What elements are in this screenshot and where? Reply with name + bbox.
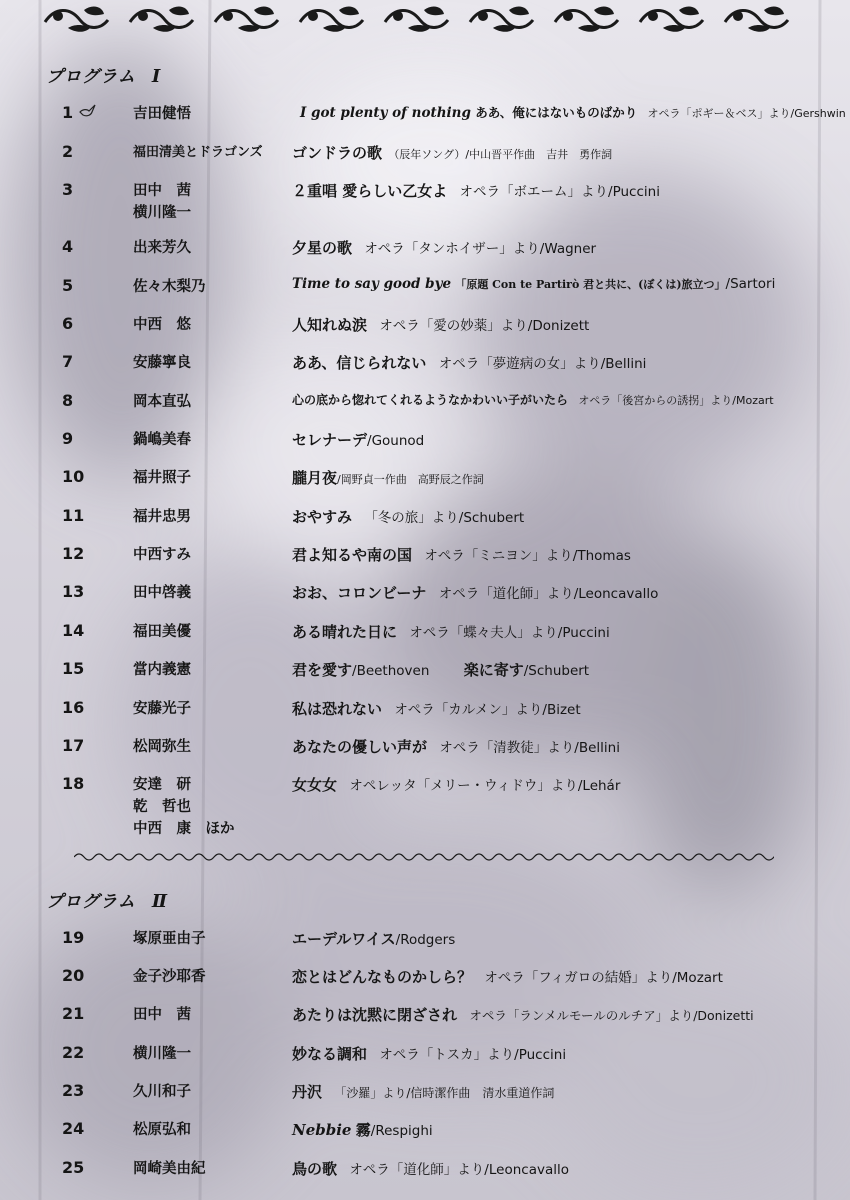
song-title: おやすみ [292,508,353,526]
song-detail: オペラ「後宮からの誘拐」より/Mozart [578,394,774,407]
song-entry [292,237,832,258]
song-entry [292,391,832,408]
song-detail: オペラ「清教徒」より/Bellini [439,740,620,756]
song-title: 君を愛す [292,661,353,679]
program-number: 21 [62,1004,85,1023]
section-heading-label: プログラム [46,67,136,87]
song-title: 君よ知るや南の国 [292,546,413,564]
program-number: 15 [62,659,85,678]
section-heading-1 [46,62,161,87]
song-title: 恋とはどんなものかしら？ [292,968,473,986]
program-number: 16 [62,698,85,717]
song-title: 鳥の歌 [292,1160,338,1178]
song-entry [292,467,832,488]
song-detail: オペラ「道化師」より/Leoncavallo [438,586,659,602]
song-title-original: Nebbie [292,1121,352,1139]
performer-name: 福井忠男 [133,508,191,525]
song-entry [292,582,832,603]
song-detail: オペラ「ミニヨン」より/Thomas [424,548,631,564]
song-detail: オペラ「ボエーム」より/Puccini [459,184,660,200]
performer-name: 松岡弥生 [133,738,191,755]
song-entry [292,429,832,450]
performer-name: 福井照子 [133,469,191,486]
section-heading-label: プログラム [46,892,136,912]
song-title: セレナーデ [292,431,368,449]
song-entry [292,544,832,565]
program-number: 20 [62,966,85,985]
song-detail: オペラ「タンホイザー」より/Wagner [364,241,597,257]
song-title: 丹沢 [292,1083,323,1101]
performer-name: 田中 茜 [133,1006,191,1023]
performer-name: 田中 茜 横川隆一 [133,182,191,221]
dove-icon [79,103,97,119]
program-number: 17 [62,736,85,755]
performer-name: 安藤光子 [133,700,191,717]
song-title: おお、コロンビーナ [292,584,427,602]
song-entry [292,1004,832,1025]
song-detail: /Respighi [370,1123,433,1139]
program-number: 4 [62,237,74,256]
song-detail: オペレッタ「メリー・ウィドウ」より/Lehár [349,778,621,794]
song-entry [292,1081,832,1102]
program-number: 14 [62,621,85,640]
song-entry [292,276,832,292]
song-entry [292,506,832,527]
performer-name: 岡本直弘 [133,393,191,410]
song-detail: /岡野貞一作曲 高野辰之作詞 [337,473,484,486]
song-entry [292,352,832,373]
program-number: 18 [62,774,85,793]
program-number: 9 [62,429,74,448]
performer-name: 久川和子 [133,1083,191,1100]
section-numeral: Ⅰ [151,66,162,87]
performer-name: 福田清美とドラゴンズ [133,145,263,160]
song-title: 「原題 Con te Partirò 君と共に、(ぼくは)旅立つ」 [455,278,726,291]
song-detail-second: /Schubert [523,663,590,679]
program-number: 10 [62,467,85,486]
program-number: 6 [62,314,74,333]
song-detail: オペラ「フィガロの結婚」より/Mozart [484,970,723,986]
performer-name: 當内義憲 [133,661,191,678]
vine-ornament [40,2,810,36]
performer-name: 金子沙耶香 [133,968,206,985]
program-number: 11 [62,506,85,525]
program-number: 19 [62,928,85,947]
performer-name: 岡崎美由紀 [133,1160,206,1177]
program-number: 12 [62,544,85,563]
program-number: 7 [62,352,74,371]
program-number: 3 [62,180,74,199]
song-title: ゴンドラの歌 [292,144,383,162]
performer-name: 福田美優 [133,623,191,640]
song-title: 朧月夜 [292,469,338,487]
program-number: 13 [62,582,85,601]
song-detail: オペラ「トスカ」より/Puccini [379,1047,567,1063]
song-title: あなたの優しい声が [292,738,428,756]
performer-name: 中西すみ [133,546,191,563]
program-number: 8 [62,391,74,410]
song-title-original: Time to say good bye [292,276,452,292]
song-title: あたりは沈黙に閉ざされ [292,1006,458,1024]
song-detail: 「冬の旅」より/Schubert [364,510,525,526]
song-entry [292,698,832,719]
song-title: ああ、俺にはないものばかり [475,105,638,120]
song-detail: /Beethoven [352,663,430,679]
song-entry [292,774,832,795]
program-number: 23 [62,1081,85,1100]
program-number: 24 [62,1119,85,1138]
song-title: ある晴れた日に [292,623,398,641]
program-number: 22 [62,1043,85,1062]
program-number: 1 [62,103,74,122]
performer-name: 松原弘和 [133,1121,191,1138]
performer-name: 安藤寧良 [133,354,191,371]
song-title: 霧 [355,1121,371,1139]
song-entry [292,314,832,335]
performer-name: 塚原亜由子 [133,930,206,947]
program-number: 2 [62,142,74,161]
song-entry [292,621,832,642]
song-detail: /Gounod [367,433,425,449]
song-title: エーデルワイス [292,930,396,948]
scroll-divider [74,850,774,864]
song-detail: 「沙羅」より/信時潔作曲 清水重道作詞 [334,1086,555,1100]
song-entry [292,180,832,201]
song-detail: /Sartori [725,276,776,292]
song-entry [292,659,832,680]
song-entry [292,736,832,757]
performer-name: 田中啓義 [133,584,191,601]
song-entry [292,1158,832,1179]
song-entry [292,966,832,987]
song-title: 女女女 [292,776,338,794]
song-detail: （辰年ソング）/中山晋平作曲 吉井 勇作詞 [388,148,613,161]
song-title-original: I got plenty of nothing [300,105,471,121]
song-title: 私は恐れない [292,700,383,718]
song-detail: オペラ「夢遊病の女」より/Bellini [438,356,647,372]
song-entry [292,142,832,163]
song-title: 夕星の歌 [292,239,353,257]
song-detail: /Rodgers [395,932,456,948]
performer-name: 佐々木梨乃 [133,278,206,295]
song-entry [292,1119,832,1140]
song-detail: オペラ「ポギー＆ベス」より/Gershwin [647,107,846,120]
song-detail: オペラ「ランメルモールのルチア」より/Donizetti [469,1008,754,1023]
song-title: 人知れぬ涙 [292,316,368,334]
song-entry [300,103,846,121]
song-title: 妙なる調和 [292,1045,368,1063]
song-title: ２重唱 愛らしい乙女よ [292,182,448,200]
section-numeral: Ⅱ [151,891,169,912]
performer-name: 安達 研 乾 哲也 中西 康 ほか [133,776,235,837]
song-title: ああ、信じられない [292,354,427,372]
song-detail: オペラ「蝶々夫人」より/Puccini [409,625,610,641]
performer-name: 中西 悠 [133,316,191,333]
song-title: 心の底から惚れてくれるようなかわいい子がいたら [292,393,569,407]
song-entry [292,1043,832,1064]
song-detail: オペラ「愛の妙薬」より/Donizett [379,318,590,334]
section-heading-2 [46,887,168,912]
song-detail: オペラ「道化師」より/Leoncavallo [349,1162,569,1178]
performer-name: 横川隆一 [133,1045,191,1062]
song-title-second: 楽に寄す [463,661,524,679]
program-number: 25 [62,1158,85,1177]
performer-name: 出来芳久 [133,239,191,256]
song-entry [292,928,832,949]
song-detail: オペラ「カルメン」より/Bizet [394,702,581,718]
program-number: 5 [62,276,74,295]
performer-name: 吉田健悟 [133,105,191,122]
performer-name: 鍋嶋美春 [133,431,191,448]
